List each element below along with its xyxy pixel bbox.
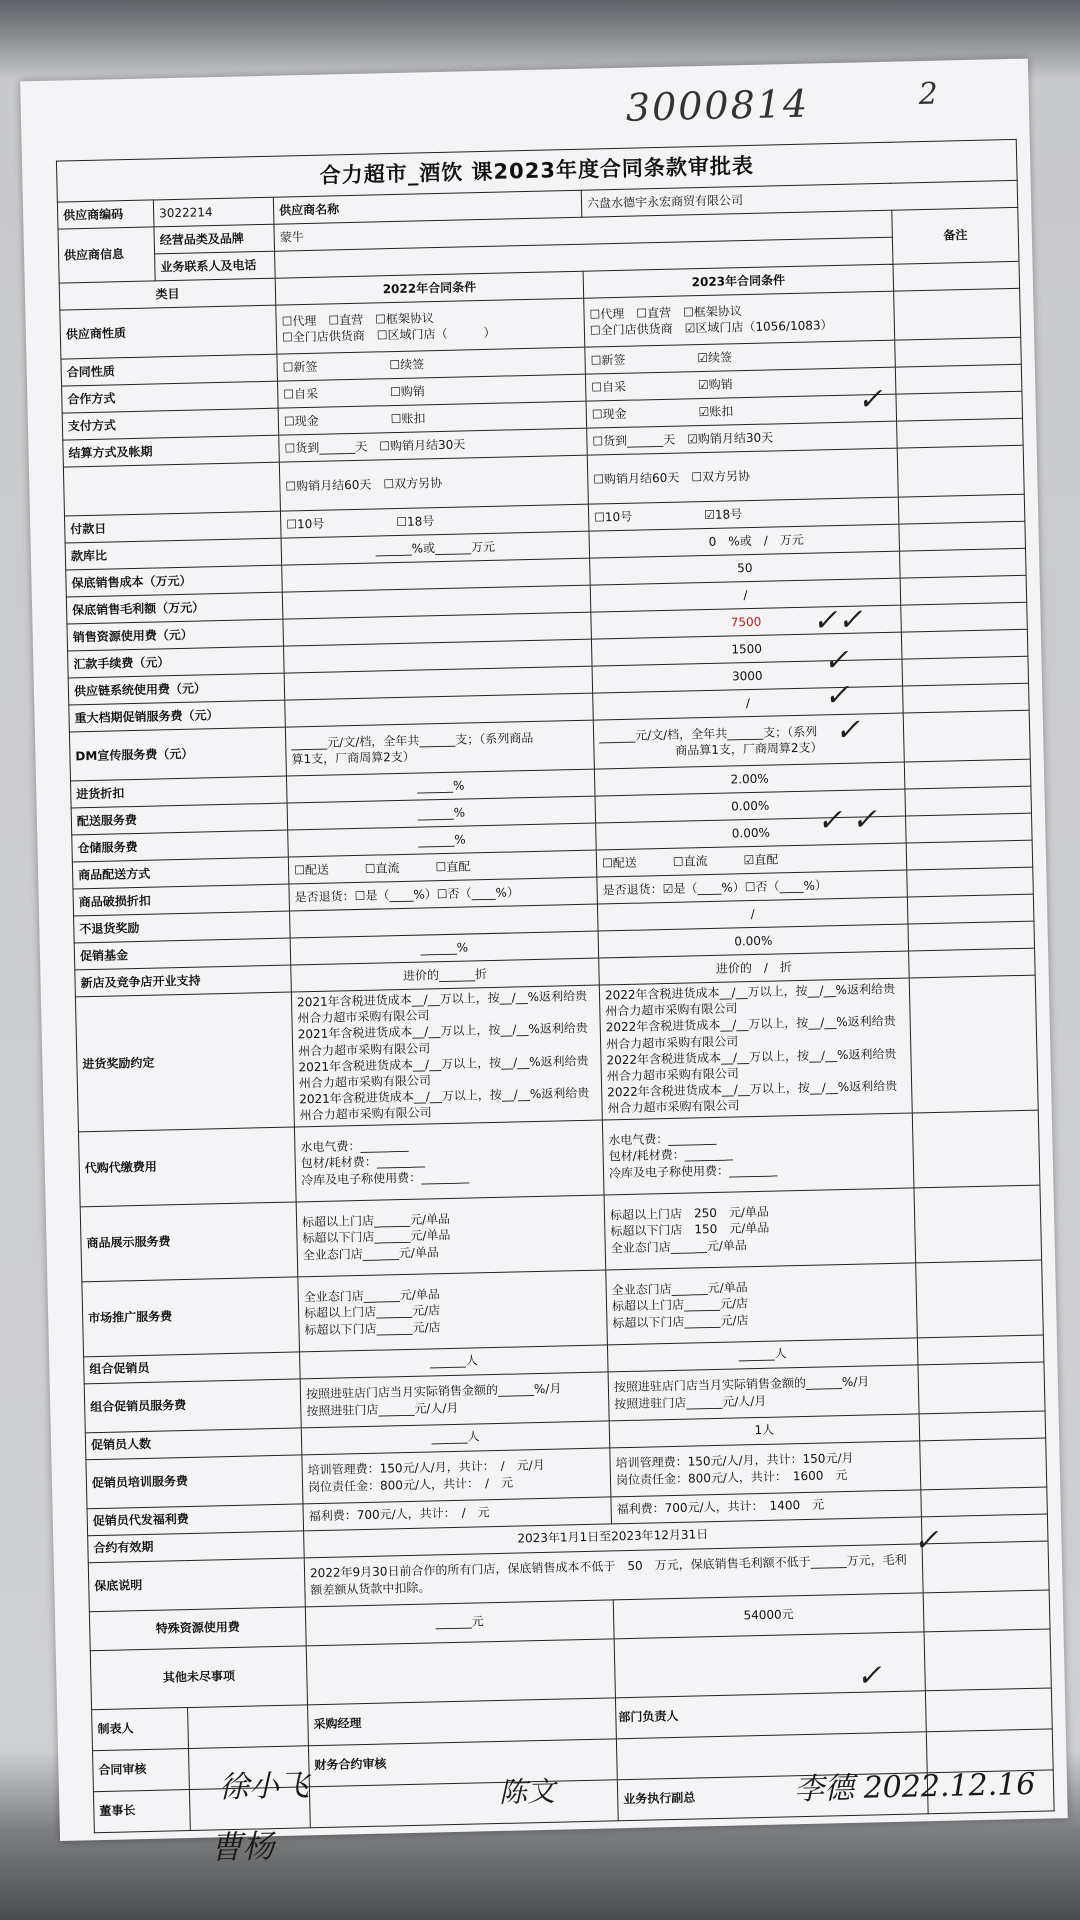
row-label: 结算方式及帐期 xyxy=(63,435,280,467)
cell-2022: ______人 xyxy=(301,1420,610,1454)
cell-2022: ☐货到______天 ☐购销月结30天 xyxy=(279,428,588,462)
proxy-fee-label: 代购代缴费用 xyxy=(78,1126,296,1206)
category-header: 类目 xyxy=(59,278,276,310)
cell-2022: 按照进驻店门店当月实际销售金额的______%/月 按照进驻门店______元/人/月 xyxy=(300,1371,609,1427)
cell-2022: ______% xyxy=(287,796,596,830)
row-label: 供应商性质 xyxy=(60,305,277,359)
reward-2022-cell: 2021年含税进货成本__/__万以上，按__/__%返利给贵州合力超市采购有限公司 2021年含税进货成本__/__万以上，按__/__%返利给贵州合力超市采购有限公司 2021年含税进货成本__/__万以上，按__/__%返利给贵州合力超市采购有限公司 2021年含税进货成本__/__万以上，按__/__%返利给贵州合力超市采购有限公司 xyxy=(291,985,602,1126)
row-label: 保底销售毛利额（万元） xyxy=(66,592,283,624)
checkmark-icon: ✓ ✓ xyxy=(816,802,878,839)
display-2022-cell: 标超以上门店______元/单品 标超以下门店______元/单品 全业态门店______元/单品 xyxy=(296,1194,606,1276)
form-title: 合力超市_酒饮 课2023年度合同条款审批表 xyxy=(56,139,1017,202)
cell-2023: ☐自采 ☑购销 xyxy=(585,367,896,401)
row-label: 合作方式 xyxy=(62,381,279,413)
cell-2022: ☐配送 ☐直流 ☐直配 xyxy=(288,850,597,884)
checkmark-icon: ✓✓ xyxy=(812,602,864,639)
cell-2023: ☐10号 ☑18号 xyxy=(588,497,899,531)
cell-2023: ☐代理 ☐直营 ☐框架协议 ☐全门店供货商 ☑区域门店（1056/1083） xyxy=(584,291,895,347)
header-2022: 2022年合同条件 xyxy=(275,271,584,305)
row-label: 促销员人数 xyxy=(85,1427,302,1459)
cell-2022: ☐10号 ☐18号 xyxy=(280,504,589,538)
cell-2023: 0.00% xyxy=(595,789,906,823)
contract-terms-table xyxy=(56,139,1055,1833)
cell-2023: 0.00% xyxy=(598,924,909,958)
row-label: 商品配送方式 xyxy=(72,857,289,889)
row-label: 保底销售成本（万元） xyxy=(66,565,283,597)
marketing-2022-cell: 全业态门店______元/单品 标超以上门店______元/店 标超以下门店______元/店 xyxy=(298,1269,608,1351)
row-label: 促销员代发福利费 xyxy=(87,1503,304,1535)
finance-review-label: 财务合约审核 xyxy=(308,1738,617,1786)
row-label: 重大档期促销服务费（元） xyxy=(69,700,286,732)
cell-2023: 0.00% xyxy=(596,816,907,850)
row-label: 配送服务费 xyxy=(71,803,288,835)
cell-2023: 按照进驻店门店当月实际销售金额的______%/月 按照进驻门店______元/人/月 xyxy=(608,1364,919,1420)
checkmark-icon: ✓ xyxy=(823,677,850,714)
row-label: 销售资源使用费（元） xyxy=(67,619,284,651)
row-label: DM宣传服务费（元） xyxy=(69,727,286,781)
brand-category-value: 蒙牛 xyxy=(274,210,892,251)
contract-period-value: 2023年1月1日至2023年12月31日 xyxy=(304,1516,922,1557)
brand-category-label: 经营品类及品牌 xyxy=(154,224,275,254)
exec-vp-label: 业务执行副总 xyxy=(617,1772,928,1820)
cell-2022: 进价的______折 xyxy=(291,958,600,992)
cell-2023: 是否退货：☑是（____%）☐否（____%） xyxy=(597,870,908,904)
cell-2023: / xyxy=(597,897,908,931)
cell-2022: ☐购销月结60天 ☐双方另协 xyxy=(279,455,588,511)
cell-2023: 培训管理费：150元/人/月，共计：150元/月 岗位责任金：800元/人，共计： 1600 元 xyxy=(610,1440,921,1496)
checkmark-icon: ✓ xyxy=(913,1522,940,1559)
handwritten-page-number: 2 xyxy=(918,76,939,113)
row-label: 新店及竞争店开业支持 xyxy=(75,965,292,997)
cell-2023: ☐货到______天 ☑购销月结30天 xyxy=(587,421,898,455)
cell-2023: 福利费：700元/人，共计： 1400 元 xyxy=(611,1489,922,1523)
reward-2023-cell: 2022年含税进货成本__/__万以上，按__/__%返利给贵州合力超市采购有限公司 2022年含税进货成本__/__万以上，按__/__%返利给贵州合力超市采购有限公司 2022年含税进货成本__/__万以上，按__/__%返利给贵州合力超市采购有限公司 2022年含税进货成本__/__万以上，按__/__%返利给贵州合力超市采购有限公司 xyxy=(599,978,912,1119)
cell-2023: 0 %或 / 万元 xyxy=(589,524,900,558)
prepared-by-label: 制表人 xyxy=(92,1707,189,1750)
row-label: 其他未尽事项 xyxy=(90,1645,307,1709)
supplier-name-label: 供应商名称 xyxy=(273,190,582,224)
dept-head-label: 部门负责人 xyxy=(615,1690,926,1738)
marketing-fee-label: 市场推广服务费 xyxy=(82,1276,300,1356)
cell-2023: 1500 xyxy=(591,632,902,666)
cell-2023: 进价的 / 折 xyxy=(599,951,910,985)
row-label: 合同性质 xyxy=(61,354,278,386)
proxy-2023-cell: 水电气费：________ 包材/耗材费：________ 冷库及电子称使用费：________ xyxy=(602,1112,914,1194)
purchase-reward-label: 进货奖励约定 xyxy=(75,992,294,1131)
row-label: 促销基金 xyxy=(74,938,291,970)
cell-2023: ☐现金 ☑账扣 xyxy=(586,394,897,428)
row-label: 合约有效期 xyxy=(88,1530,305,1562)
supplier-info-label: 供应商信息 xyxy=(58,227,155,283)
header-2023: 2023年合同条件 xyxy=(583,264,894,298)
purchase-manager-label: 采购经理 xyxy=(308,1697,617,1745)
cell-2023: ______人 xyxy=(607,1337,918,1371)
checkmark-icon: ✓ xyxy=(856,1658,883,1694)
row-label: 支付方式 xyxy=(62,408,279,440)
contract-review-label: 合同审核 xyxy=(93,1748,190,1791)
contract-form-sheet xyxy=(20,59,1068,1867)
cell-2022: 福利费：700元/人，共计： / 元 xyxy=(303,1496,612,1530)
supplier-code-value: 3022214 xyxy=(153,197,274,227)
cell-2023: / xyxy=(593,686,904,720)
cell-2023: ☐购销月结60天 ☐双方另协 xyxy=(587,448,898,504)
cell-2023: 50 xyxy=(590,551,901,585)
cell-2022: ______人 xyxy=(300,1344,609,1378)
signature-preparer: 徐小飞 xyxy=(218,1768,310,1806)
supplier-code-label: 供应商编码 xyxy=(57,200,154,229)
checkmark-icon: ✓ xyxy=(823,642,850,679)
cell-2022: ☐自采 ☐购销 xyxy=(277,374,586,408)
cell-2023: 54000元 xyxy=(613,1592,924,1638)
row-label: 不退货奖励 xyxy=(74,911,291,943)
cell-2022: 培训管理费：150元/人/月，共计： / 元/月 岗位责任金：800元/人，共计： / 元 xyxy=(302,1447,611,1503)
row-label: 仓储服务费 xyxy=(72,830,289,862)
signature-review: 曹杨 xyxy=(209,1827,275,1867)
cell-2022: 是否退货：☐是（____%）☐否（____%） xyxy=(289,877,598,911)
row-label: 促销员培训服务费 xyxy=(86,1454,303,1508)
proxy-2022-cell: 水电气费：________ 包材/耗材费：________ 冷库及电子称使用费：________ xyxy=(294,1119,604,1201)
row-label: 商品破损折扣 xyxy=(73,884,290,916)
row-label: 组合促销员服务费 xyxy=(84,1378,301,1432)
checkmark-icon: ✓ xyxy=(857,381,884,418)
row-label: 进货折扣 xyxy=(71,776,288,808)
cell-2023: / xyxy=(590,578,901,612)
remarks-header: 备注 xyxy=(892,207,1019,264)
cell-2022: ______元/文/档，全年共______支；（系列商品 算1支，厂商周算2支） xyxy=(285,720,594,776)
cell-2022: ☐现金 ☐账扣 xyxy=(278,401,587,435)
guarantee-note-value: 2022年9月30日前合作的所有门店，保底销售成本不低于 50 万元，保底销售毛利额不低于______万元，毛利额差额从货款中扣除。 xyxy=(304,1543,923,1606)
cell-2023: 2.00% xyxy=(594,762,905,796)
checkmark-icon: ✓ xyxy=(834,712,861,749)
cell-2023: 1人 xyxy=(609,1413,920,1447)
contact-label: 业务联系人及电话 xyxy=(155,251,276,281)
cell-2022: ☐新签 ☐续签 xyxy=(277,347,586,381)
row-label: 特殊资源使用费 xyxy=(89,1606,306,1650)
row-label: 付款日 xyxy=(65,511,282,543)
chairman-label: 董事长 xyxy=(93,1789,190,1832)
cell-2022: ______% xyxy=(288,823,597,857)
cell-2022: ______元 xyxy=(305,1599,614,1645)
handwritten-code: 3000814 xyxy=(625,81,810,130)
cell-2022: ☐代理 ☐直营 ☐框架协议 ☐全门店供货商 ☐区域门店（ ） xyxy=(276,298,585,354)
display-fee-label: 商品展示服务费 xyxy=(80,1201,298,1281)
cell-2022: ______%或______万元 xyxy=(281,531,590,565)
row-label: 组合促销员 xyxy=(84,1351,301,1383)
cell-2022: ______% xyxy=(286,769,595,803)
row-label: 款库比 xyxy=(65,538,282,570)
display-2023-cell: 标超以上门店 250 元/单品 标超以下门店 150 元/单品 全业态门店______元/单品 xyxy=(604,1187,916,1269)
signature-dept-head: 李德 2022.12.16 xyxy=(793,1766,1036,1808)
row-label: 供应链系统使用费（元） xyxy=(68,673,285,705)
row-label xyxy=(63,462,280,516)
cell-2022: ______% xyxy=(290,931,599,965)
cell-2023: 3000 xyxy=(592,659,903,693)
cell-2023: ______元/文/档，全年共______支；（系列 商品算1支，厂商周算2支） xyxy=(593,713,904,769)
row-label: 汇款手续费（元） xyxy=(68,646,285,678)
signature-purchase-manager: 陈文 xyxy=(498,1774,556,1810)
cell-2023: 7500 xyxy=(591,605,902,639)
supplier-name-value: 六盘水德宇永宏商贸有限公司 xyxy=(581,180,1018,217)
row-label: 保底说明 xyxy=(88,1557,305,1611)
cell-2023: ☐配送 ☐直流 ☑直配 xyxy=(596,843,907,877)
marketing-2023-cell: 全业态门店______元/单品 标超以上门店______元/店 标超以下门店______元/店 xyxy=(606,1262,918,1344)
cell-2023: ☐新签 ☑续签 xyxy=(585,340,896,374)
